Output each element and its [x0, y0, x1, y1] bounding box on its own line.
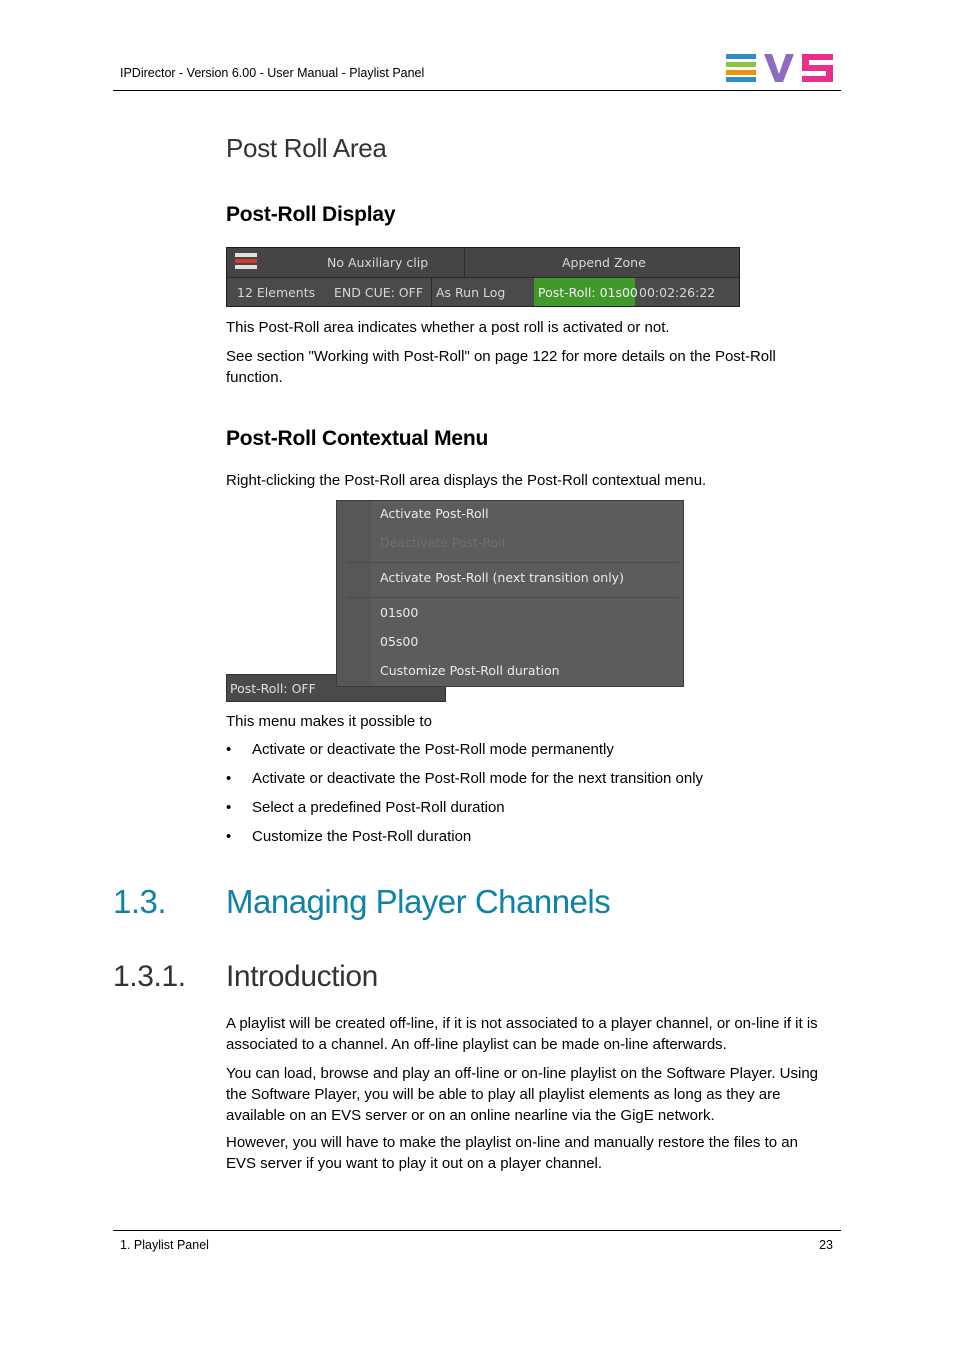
append-zone-label[interactable]: Append Zone: [562, 255, 646, 270]
chapter-heading-managing-player-channels: 1.3. Managing Player Channels: [113, 883, 611, 920]
footer-rule: [113, 1230, 841, 1231]
menu-item-customize-duration[interactable]: Customize Post-Roll duration: [380, 663, 560, 678]
hamburger-menu-icon[interactable]: [235, 253, 257, 273]
widget-top-row: [227, 248, 739, 278]
aux-clip-label: No Auxiliary clip: [327, 255, 429, 270]
menu-item-deactivate-post-roll: Deactivate Post-Roll: [380, 535, 506, 550]
list-item: • Customize the Post-Roll duration: [226, 828, 472, 845]
list-item: • Select a predefined Post-Roll duration: [226, 799, 505, 816]
paragraph-menu-makes-possible: This menu makes it possible to: [226, 713, 432, 730]
list-item: • Activate or deactivate the Post-Roll mode permanently: [226, 741, 614, 758]
page-number: 23: [819, 1238, 833, 1252]
menu-gutter: [337, 501, 371, 686]
paragraph-intro-2: You can load, browse and play an off-line or on-line playlist on the Software Player. Using the Software Player, you will be able to play all playlist elements as long as they are available on an EVS server or on an online nearline via the GigE network.: [226, 1065, 819, 1124]
list-item: • Activate or deactivate the Post-Roll mode for the next transition only: [226, 770, 704, 787]
section-heading-introduction: 1.3.1. Introduction: [113, 960, 378, 993]
section-title-post-roll-area: Post Roll Area: [226, 133, 387, 163]
elements-count: 12 Elements: [237, 284, 316, 300]
heading-post-roll-display: Post-Roll Display: [226, 203, 396, 226]
menu-item-01s00[interactable]: 01s00: [380, 605, 419, 620]
menu-item-05s00[interactable]: 05s00: [380, 634, 419, 649]
widget-status-row: [227, 278, 739, 306]
end-cue-status[interactable]: END CUE: OFF: [334, 284, 424, 300]
post-roll-off-label: Post-Roll: OFF: [230, 681, 316, 696]
menu-item-activate-next-transition[interactable]: Activate Post-Roll (next transition only): [380, 570, 624, 585]
paragraph-intro-3: However, you will have to make the playlist on-line and manually restore the files to an EVS server if you want to play it out on a player channel.: [226, 1134, 798, 1172]
menu-divider: [347, 562, 679, 563]
paragraph-intro-1: A playlist will be created off-line, if it is not associated to a player channel, or on-line if it is associated to a channel. An off-line playlist can be made on-line afterwards.: [226, 1015, 818, 1053]
menu-divider: [347, 597, 679, 598]
paragraph-right-clicking: Right-clicking the Post-Roll area displays the Post-Roll contextual menu.: [226, 472, 707, 489]
running-header: IPDirector - Version 6.00 - User Manual - Playlist Panel: [120, 66, 425, 80]
header-rule: [113, 90, 841, 91]
paragraph-see-section: See section "Working with Post-Roll" on page 122 for more details on the Post-Roll function.: [226, 348, 776, 386]
as-run-log-button[interactable]: As Run Log: [436, 284, 506, 300]
evs-logo: [726, 54, 834, 82]
menu-item-activate-post-roll[interactable]: Activate Post-Roll: [380, 506, 489, 521]
timecode-display: 00:02:26:22: [639, 284, 716, 300]
paragraph-post-roll-indicates: This Post-Roll area indicates whether a post roll is activated or not.: [226, 319, 670, 336]
heading-post-roll-contextual-menu: Post-Roll Contextual Menu: [226, 427, 489, 450]
post-roll-display-widget: [226, 247, 740, 307]
post-roll-status[interactable]: Post-Roll: 01s00: [534, 278, 635, 306]
footer-chapter: 1. Playlist Panel: [120, 1238, 209, 1252]
post-roll-context-menu: [336, 500, 684, 687]
